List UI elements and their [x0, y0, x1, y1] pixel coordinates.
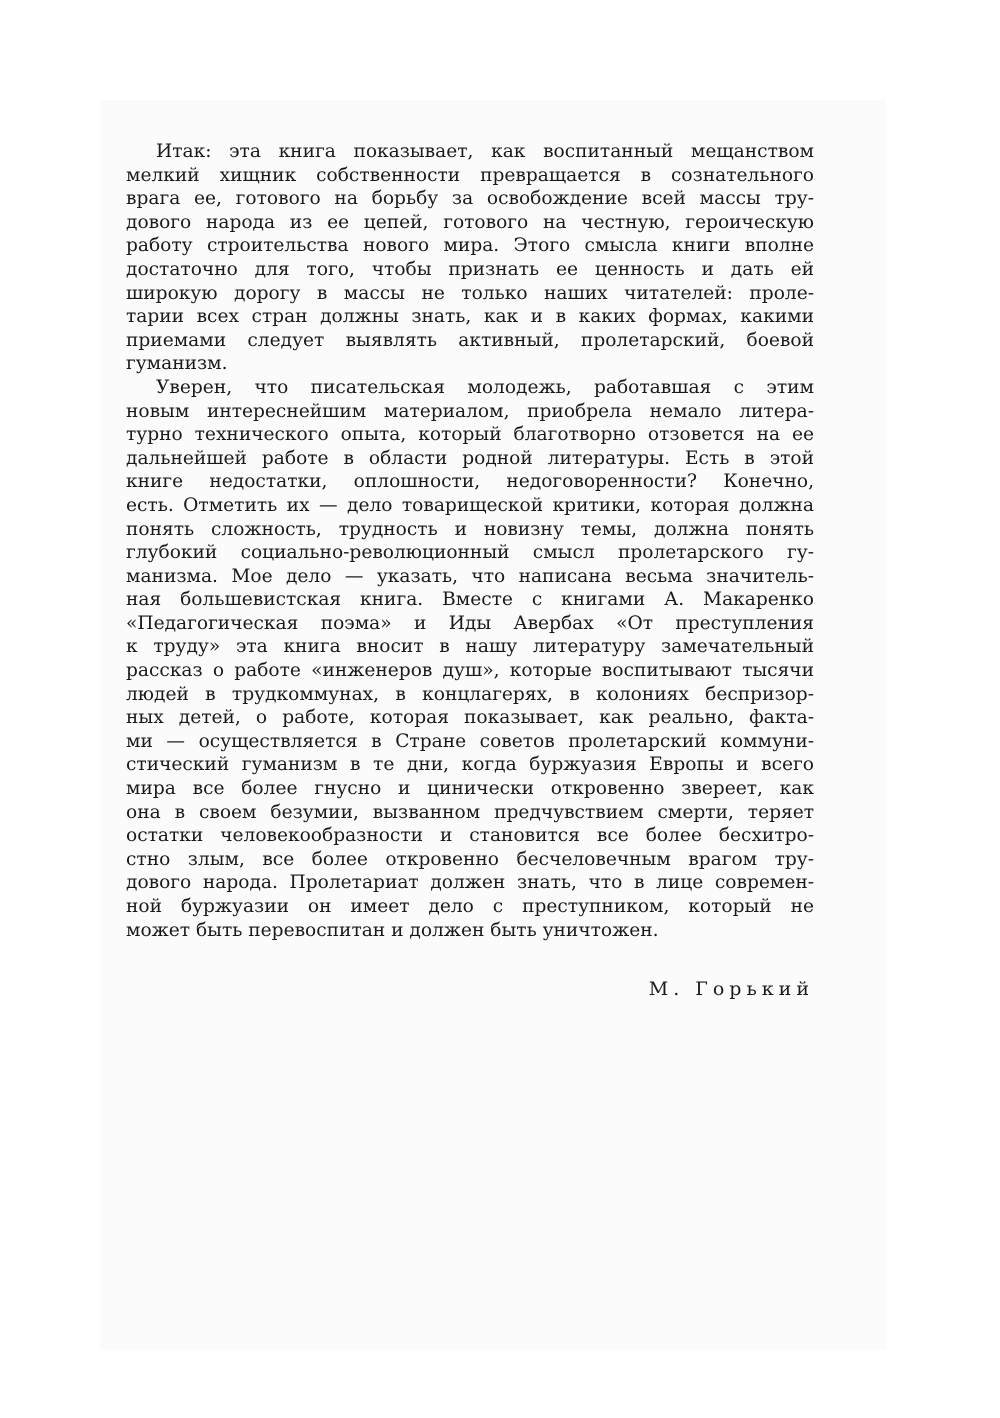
text-line: Итак: эта книга показывает, как воспитанный мещанством: [156, 141, 814, 162]
text-line: дальнейшей работе в области родной литературы. Есть в этой: [126, 447, 814, 469]
text-line: работу строительства нового мира. Этого смысла книги вполне: [126, 235, 814, 257]
text-line: есть. Отметить их — дело товарищеской критики, которая должна: [126, 494, 814, 516]
text-line: стический гуманизм в те дни, когда буржуазия Европы и всего: [126, 754, 814, 776]
text-line: новым интереснейшим материалом, приобрела немало литера-: [126, 400, 814, 422]
text-line: тарии всех стран должны знать, как и в каких формах, какими: [126, 306, 814, 328]
text-line: гуманизм.: [126, 353, 228, 375]
text-line: остатки человекообразности и становится все более бесхитро-: [126, 825, 814, 847]
body-text: [126, 140, 814, 942]
text-line: приемами следует выявлять активный, пролетарский, боевой: [126, 329, 814, 351]
text-line: стно злым, все более откровенно бесчеловечным врагом тру-: [126, 848, 814, 870]
text-line: может быть перевоспитан и должен быть уничтожен.: [126, 919, 659, 941]
text-line: ная большевистская книга. Вместе с книгами А. Макаренко: [126, 589, 814, 611]
text-line: манизма. Мое дело — указать, что написана весьма значитель-: [126, 565, 814, 587]
text-line: книге недостатки, оплошности, недоговоренности? Конечно,: [126, 471, 814, 493]
text-line: широкую дорогу в массы не только наших читателей: проле-: [126, 282, 814, 304]
text-line: людей в трудкоммунах, в концлагерях, в колониях беспризор-: [126, 683, 814, 705]
text-line: она в своем безумии, вызванном предчувствием смерти, теряет: [126, 801, 814, 823]
paragraph-2: [126, 376, 814, 942]
text-line: Уверен, что писательская молодежь, работавшая с этим: [156, 376, 814, 398]
text-line: ми — осуществляется в Стране советов пролетарский коммуни-: [126, 730, 814, 752]
text-line: ной буржуазии он имеет дело с преступником, который не: [126, 896, 814, 917]
text-line: ных детей, о работе, которая показывает, как реально, факта-: [126, 707, 814, 729]
text-line: понять сложность, трудность и новизну темы, должна понять: [126, 518, 814, 540]
text-line: врага ее, готового на борьбу за освобождение всей массы тру-: [126, 188, 814, 210]
text-line: мелкий хищник собственности превращается в сознательного: [126, 164, 814, 186]
text-line: мира все более гнусно и цинически откровенно звереет, как: [126, 778, 814, 800]
text-line: достаточно для того, чтобы признать ее ценность и дать ей: [126, 258, 814, 280]
paragraph-1: [126, 140, 814, 376]
author-signature: М. Горький: [648, 978, 814, 1000]
text-line: «Педагогическая поэма» и Иды Авербах «От преступления: [126, 612, 814, 634]
text-line: к труду» эта книга вносит в нашу литературу замечательный: [126, 636, 814, 658]
text-line: глубокий социально-революционный смысл пролетарского гу-: [126, 542, 814, 564]
text-line: дового народа. Пролетариат должен знать, что в лице современ-: [126, 872, 814, 894]
text-line: турно технического опыта, который благотворно отзовется на ее: [126, 424, 814, 446]
text-line: рассказ о работе «инженеров душ», которые воспитывают тысячи: [126, 660, 814, 682]
text-line: дового народа из ее цепей, готового на честную, героическую: [126, 211, 814, 233]
